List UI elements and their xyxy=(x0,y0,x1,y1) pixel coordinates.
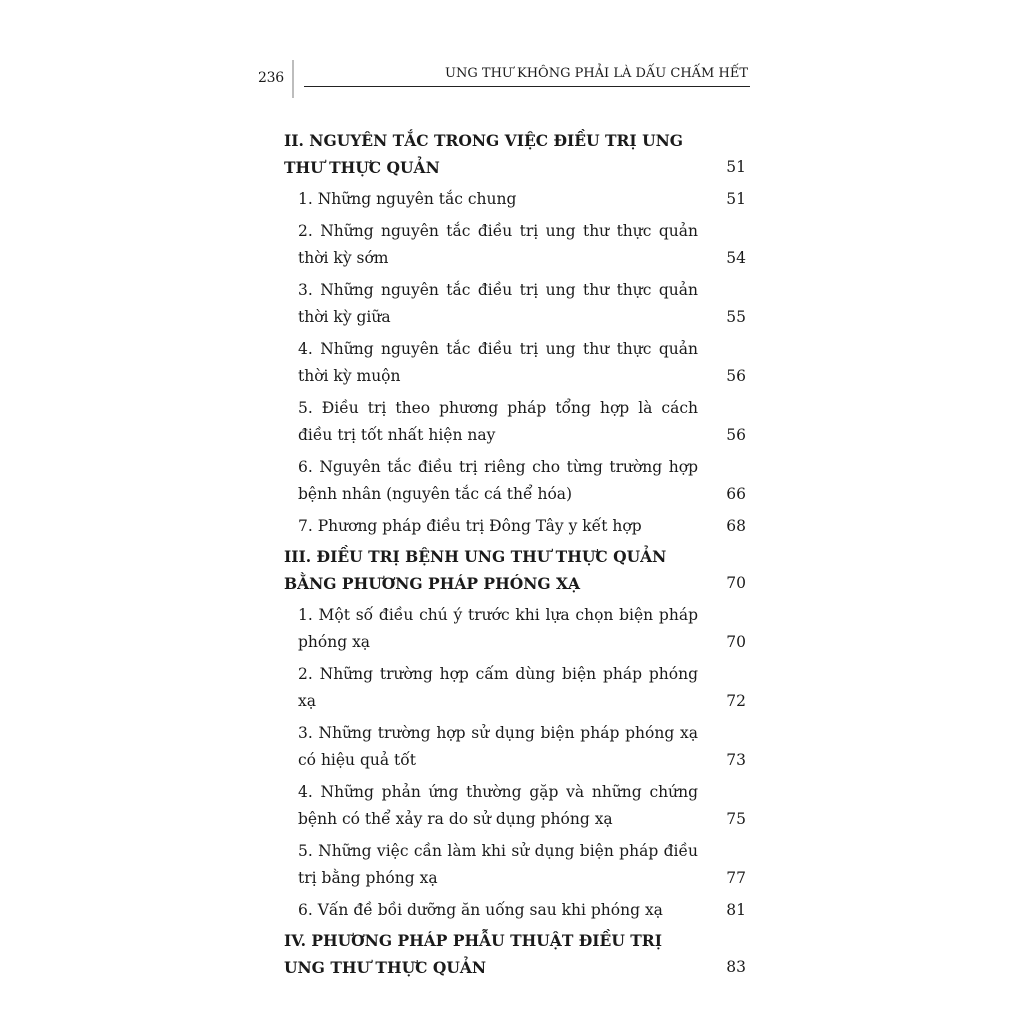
entry-page-number: 55 xyxy=(726,308,746,326)
section-page-number: 70 xyxy=(726,574,746,592)
entry-page-number: 81 xyxy=(726,901,746,919)
entry-title: 5. Những việc cần làm khi sử dụng biện pháp điều trị bằng phóng xạ xyxy=(298,842,698,887)
toc-section xyxy=(284,927,746,981)
header-divider xyxy=(292,60,294,98)
toc-entry xyxy=(284,779,746,833)
toc-section-heading xyxy=(284,127,746,181)
toc-entry xyxy=(284,336,746,390)
toc-entry xyxy=(284,897,746,924)
entry-page-number: 73 xyxy=(726,751,746,769)
toc-entry xyxy=(284,513,746,540)
entry-page-number: 51 xyxy=(726,190,746,208)
toc-entry xyxy=(284,838,746,892)
entry-title: 2. Những nguyên tắc điều trị ung thư thực quản thời kỳ sớm xyxy=(298,222,698,267)
entry-title: 4. Những nguyên tắc điều trị ung thư thực quản thời kỳ muộn xyxy=(298,340,698,385)
entry-title: 1. Một số điều chú ý trước khi lựa chọn biện pháp phóng xạ xyxy=(298,606,698,651)
toc-entry xyxy=(284,277,746,331)
running-header xyxy=(258,60,750,100)
section-title: II. NGUYÊN TẮC TRONG VIỆC ĐIỀU TRỊ UNG THƯ THỰC QUẢN xyxy=(284,131,684,177)
toc-entry xyxy=(284,395,746,449)
toc-section xyxy=(284,127,746,540)
section-page-number: 83 xyxy=(726,958,746,976)
entry-page-number: 56 xyxy=(726,367,746,385)
toc-section-heading xyxy=(284,927,746,981)
table-of-contents xyxy=(284,124,746,981)
entry-page-number: 68 xyxy=(726,517,746,535)
toc-section-heading xyxy=(284,543,746,597)
entry-page-number: 77 xyxy=(726,869,746,887)
book-title: UNG THƯ KHÔNG PHẢI LÀ DẤU CHẤM HẾT xyxy=(445,66,748,81)
entry-title: 2. Những trường hợp cấm dùng biện pháp phóng xạ xyxy=(298,665,698,710)
entry-page-number: 72 xyxy=(726,692,746,710)
toc-section xyxy=(284,543,746,924)
entry-page-number: 70 xyxy=(726,633,746,651)
toc-entry xyxy=(284,186,746,213)
entry-title: 4. Những phản ứng thường gặp và những chứng bệnh có thể xảy ra do sử dụng phóng xạ xyxy=(298,783,698,828)
toc-entry xyxy=(284,720,746,774)
toc-entry xyxy=(284,661,746,715)
entry-title: 6. Vấn đề bồi dưỡng ăn uống sau khi phóng xạ xyxy=(298,901,663,919)
entry-page-number: 75 xyxy=(726,810,746,828)
entry-title: 3. Những trường hợp sử dụng biện pháp phóng xạ có hiệu quả tốt xyxy=(298,724,698,769)
entry-title: 3. Những nguyên tắc điều trị ung thư thực quản thời kỳ giữa xyxy=(298,281,698,326)
section-page-number: 51 xyxy=(726,158,746,176)
section-title: III. ĐIỀU TRỊ BỆNH UNG THƯ THỰC QUẢN BẰNG PHƯƠNG PHÁP PHÓNG XẠ xyxy=(284,547,667,593)
toc-entry xyxy=(284,602,746,656)
entry-title: 7. Phương pháp điều trị Đông Tây y kết hợp xyxy=(298,517,642,535)
entry-title: 5. Điều trị theo phương pháp tổng hợp là cách điều trị tốt nhất hiện nay xyxy=(298,399,698,444)
entry-page-number: 66 xyxy=(726,485,746,503)
header-rule xyxy=(304,86,750,87)
entry-page-number: 54 xyxy=(726,249,746,267)
toc-entry xyxy=(284,454,746,508)
section-title: IV. PHƯƠNG PHÁP PHẪU THUẬT ĐIỀU TRỊ UNG THƯ THỰC QUẢN xyxy=(284,931,662,977)
entry-title: 1. Những nguyên tắc chung xyxy=(298,190,517,208)
entry-title: 6. Nguyên tắc điều trị riêng cho từng trường hợp bệnh nhân (nguyên tắc cá thể hóa) xyxy=(298,458,698,503)
toc-entry xyxy=(284,218,746,272)
page-number: 236 xyxy=(258,70,284,86)
entry-page-number: 56 xyxy=(726,426,746,444)
